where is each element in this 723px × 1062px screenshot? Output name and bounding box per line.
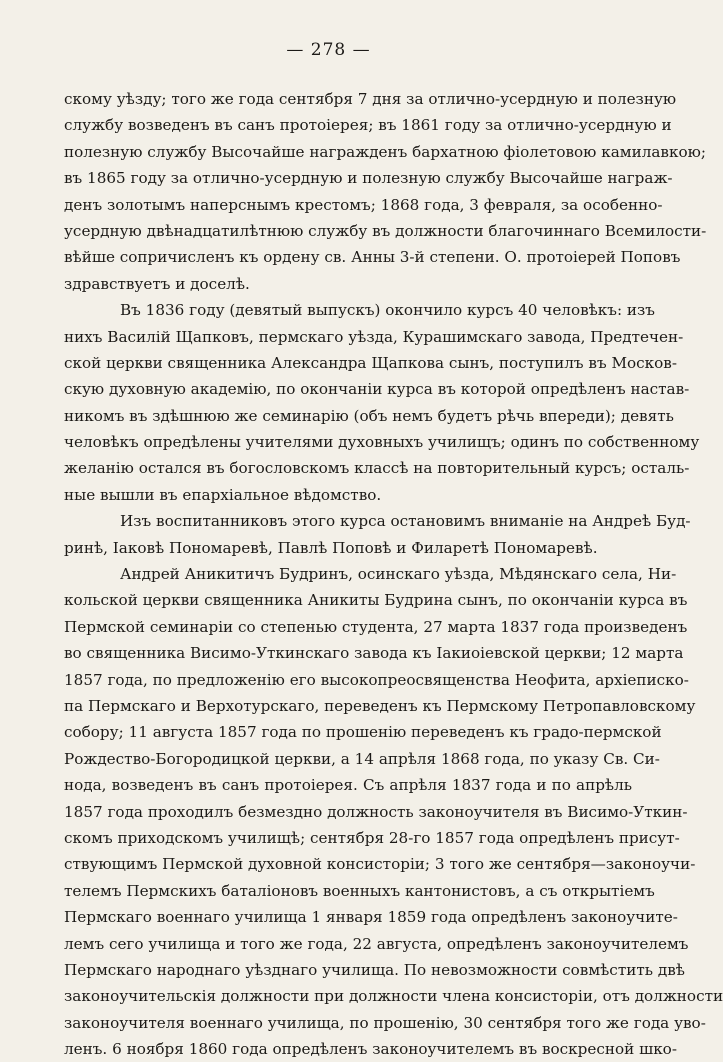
text-line: во священника Висимо-Уткинскаго завода къ Іакиоіевской церкви; 12 марта <box>64 644 684 663</box>
text-line: желанію остался въ богословскомъ классѣ на повторительный курсъ; осталь- <box>64 459 690 478</box>
page-number: — 278 — <box>286 40 371 60</box>
text-line: скомъ приходскомъ училищѣ; сентября 28-го 1857 года опредѣленъ присут- <box>64 828 680 847</box>
text-line: никомъ въ здѣшнюю же семинарію (объ немъ будетъ рѣчь впереди); девять <box>64 406 674 425</box>
text-line: законоучительскія должности при должности члена консисторіи, отъ должности <box>64 987 723 1006</box>
text-line: скую духовную академію, по окончаніи курса въ которой опредѣленъ настав- <box>64 380 690 399</box>
text-line: человѣкъ опредѣлены учителями духовныхъ училищъ; одинъ по собственному <box>64 433 700 452</box>
text-line: собору; 11 августа 1857 года по прошенію переведенъ къ градо-пермской <box>64 723 662 742</box>
text-line: 1857 года, по предложенію его высокопреосвященства Неофита, архіеписко- <box>64 670 689 689</box>
text-line: ные вышли въ епархіальное вѣдомство. <box>64 485 382 504</box>
paragraph <box>64 86 707 297</box>
text-line: Пермской семинаріи со степенью студента, 27 марта 1837 года произведенъ <box>64 617 688 636</box>
text-line: денъ золотымъ наперснымъ крестомъ; 1868 года, 3 февраля, за особенно- <box>64 195 663 214</box>
text-line: нихъ Василій Щапковъ, пермскаго уѣзда, Курашимскаго завода, Предтечен- <box>64 327 684 346</box>
text-line: вѣйше сопричисленъ къ ордену св. Анны 3-й степени. О. протоіерей Поповъ <box>64 248 681 267</box>
paragraph <box>64 561 723 1062</box>
text-line: здравствуетъ и доселѣ. <box>64 274 250 293</box>
text-line: полезную службу Высочайше награжденъ бархатною фіолетовою камилавкою; <box>64 142 706 161</box>
text-line: Пермскаго военнаго училища 1 января 1859 года опредѣленъ законоучите- <box>64 908 678 927</box>
text-line: кольской церкви священника Аникиты Будрина сынъ, по окончаніи курса въ <box>64 591 688 610</box>
text-line: ствующимъ Пермской духовной консисторіи; 3 того же сентября—законоучи- <box>64 855 696 874</box>
text-line: Андрей Аникитичъ Будринъ, осинскаго уѣзда, Мѣдянскаго села, Ни- <box>120 565 677 584</box>
paragraph <box>64 297 700 508</box>
text-line: скому уѣзду; того же года сентября 7 дня за отлично-усердную и полезную <box>64 90 677 108</box>
text-line: Въ 1836 году (девятый выпускъ) окончило курсъ 40 человѣкъ: изъ <box>120 301 655 320</box>
text-line: лемъ сего училища и того же года, 22 августа, опредѣленъ законоучителемъ <box>64 934 689 953</box>
text-line: законоучителя военнаго училища, по прошенію, 30 сентября того же года уво- <box>64 1013 706 1032</box>
text-line: телемъ Пермскихъ баталіоновъ военныхъ кантонистовъ, а съ открытіемъ <box>64 881 655 900</box>
text-line: ской церкви священника Александра Щапкова сынъ, поступилъ въ Москов- <box>64 353 677 372</box>
page-text <box>64 86 723 1062</box>
text-line: па Пермскаго и Верхотурскаго, переведенъ къ Пермскому Петропавловскому <box>64 696 696 715</box>
text-line: ринѣ, Іаковѣ Пономаревѣ, Павлѣ Поповѣ и Филаретѣ Пономаревѣ. <box>64 538 598 557</box>
text-line: службу возведенъ въ санъ протоіерея; въ 1861 году за отлично-усердную и <box>64 116 672 135</box>
text-line: Пермскаго народнаго уѣзднаго училища. По невозможности совмѣстить двѣ <box>64 960 685 979</box>
text-line: ленъ. 6 ноября 1860 года опредѣленъ законоучителемъ въ воскресной шко- <box>64 1040 677 1059</box>
paragraph <box>64 508 691 561</box>
text-line: Изъ воспитанниковъ этого курса остановимъ вниманіе на Андреѣ Буд- <box>120 512 691 531</box>
text-line: Рождество-Богородицкой церкви, а 14 апрѣля 1868 года, по указу Св. Си- <box>64 749 660 768</box>
text-line: въ 1865 году за отлично-усердную и полезную службу Высочайше награж- <box>64 169 673 188</box>
text-line: 1857 года проходилъ безмездно должность законоучителя въ Висимо-Уткин- <box>64 802 688 821</box>
text-line: нода, возведенъ въ санъ протоіерея. Съ апрѣля 1837 года и по апрѣль <box>64 776 632 795</box>
text-line: усердную двѣнадцатилѣтнюю службу въ должности благочиннаго Всемилости- <box>64 221 707 240</box>
